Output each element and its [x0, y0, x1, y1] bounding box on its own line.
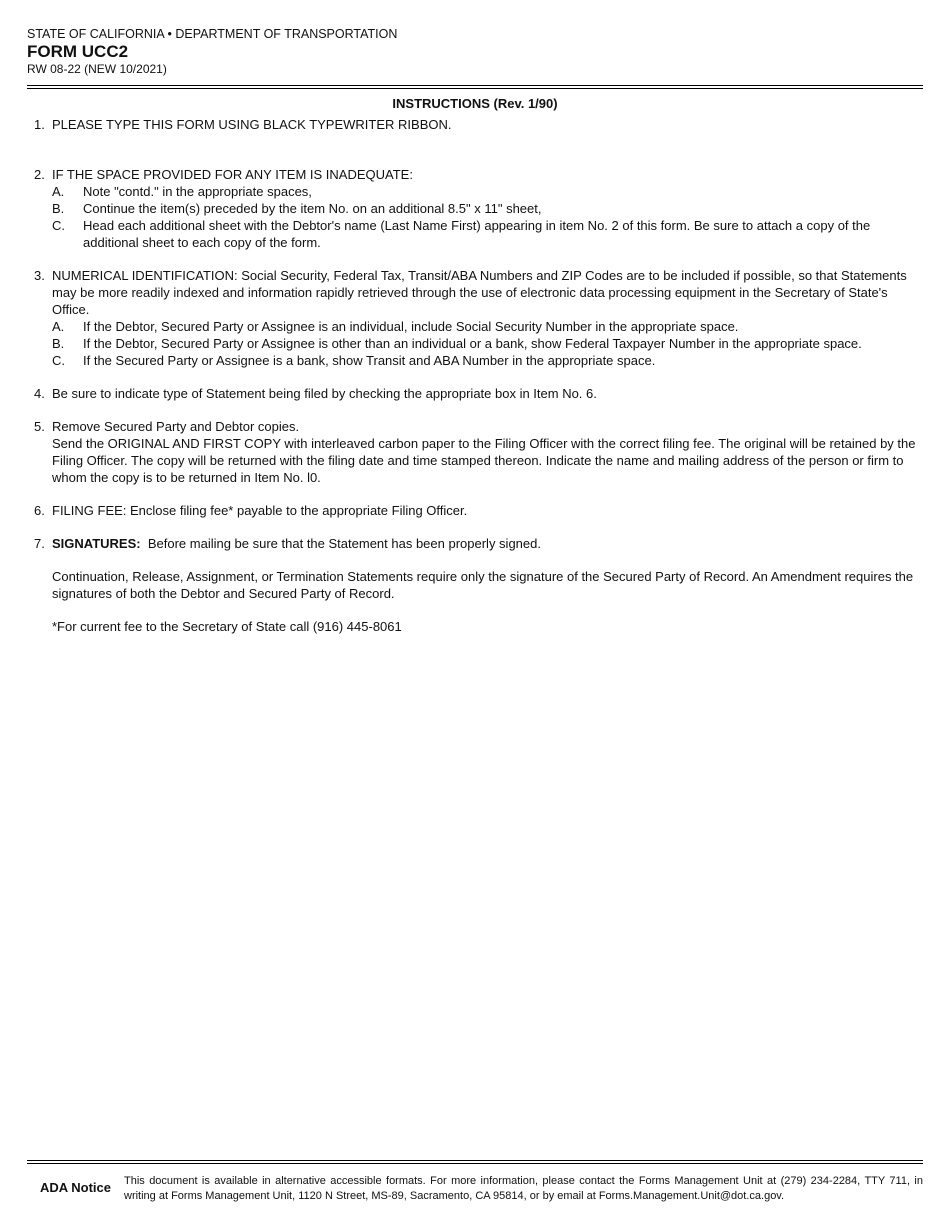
- signature-requirements: Continuation, Release, Assignment, or Termination Statements require only the signature of the Secured Party of Record. An Amendment requires the signatures of both the Debtor and Secured Party of Record.: [52, 569, 914, 601]
- ada-notice-text: This document is available in alternative accessible formats. For more information, please contact the Forms Management Unit at (279) 234-2284, TTY 711, in writing at Forms Management Unit, 1120 N Street, MS-89, Sacramento, CA 95814, or by email at Forms.Management.Unit@dot.ca.gov.: [124, 1175, 923, 1202]
- signatures-label: SIGNATURES:: [52, 536, 141, 551]
- instruction-item-6: [27, 502, 923, 519]
- item-number: 6.: [34, 503, 45, 518]
- item-text: FILING FEE: Enclose filing fee* payable to the appropriate Filing Officer.: [52, 503, 468, 518]
- item-text: Be sure to indicate type of Statement being filed by checking the appropriate box in Item No. 6.: [52, 386, 597, 401]
- item-number: 3.: [34, 268, 45, 283]
- sub-item: B. If the Debtor, Secured Party or Assignee is other than an individual or a bank, show Federal Taxpayer Number in the appropriate space.: [52, 336, 862, 351]
- instructions-body: [27, 116, 923, 635]
- fee-note: *For current fee to the Secretary of State call (916) 445-8061: [52, 619, 402, 634]
- sub-item: C. If the Secured Party or Assignee is a bank, show Transit and ABA Number in the appropriate space.: [52, 353, 656, 368]
- form-page: [27, 27, 923, 1207]
- instruction-item-1: [27, 116, 923, 133]
- ada-notice-label: ADA Notice: [39, 1180, 112, 1195]
- form-number: RW 08-22 (NEW 10/2021): [27, 62, 167, 76]
- instruction-item-2: [27, 166, 923, 251]
- header-divider: [27, 85, 923, 89]
- item-number: 2.: [34, 167, 45, 182]
- ada-footer: [27, 1160, 923, 1204]
- item-text-continued: Send the ORIGINAL AND FIRST COPY with interleaved carbon paper to the Filing Officer with the correct filing fee. The original will be retained by the Filing Officer. The copy will be returned with the filing date and time stamped thereon. Indicate the name and mailing address of the person or firm to whom the copy is to be returned in Item No. l0.: [52, 436, 916, 485]
- sub-item: C. Head each additional sheet with the Debtor's name (Last Name First) appearing in item No. 2 of this form. Be sure to attach a copy of the additional sheet to each copy of the form.: [52, 218, 871, 250]
- instruction-item-5: [27, 418, 923, 486]
- agency-line: STATE OF CALIFORNIA • DEPARTMENT OF TRANSPORTATION: [27, 27, 398, 41]
- sub-item: A. If the Debtor, Secured Party or Assignee is an individual, include Social Security Number in the appropriate space.: [52, 319, 739, 334]
- item-text: PLEASE TYPE THIS FORM USING BLACK TYPEWRITER RIBBON.: [52, 117, 452, 132]
- instruction-item-3: [27, 267, 923, 369]
- item-number: 5.: [34, 419, 45, 434]
- instruction-item-4: [27, 385, 923, 402]
- sub-item: B. Continue the item(s) preceded by the item No. on an additional 8.5" x 11" sheet,: [52, 201, 542, 216]
- instruction-item-7: [27, 535, 923, 635]
- item-text: Before mailing be sure that the Statement has been properly signed.: [147, 536, 541, 551]
- item-text: IF THE SPACE PROVIDED FOR ANY ITEM IS INADEQUATE:: [52, 167, 413, 182]
- item-text: NUMERICAL IDENTIFICATION: Social Security, Federal Tax, Transit/ABA Numbers and ZIP Codes are to be included if possible, so that Statements may be more readily indexed and information rapidly retrieved through the use of electronic data processing equipment in the Secretary of State's Office.: [52, 268, 907, 317]
- item-number: 1.: [34, 117, 45, 132]
- form-title: FORM UCC2: [27, 42, 129, 61]
- footer-divider: [27, 1160, 923, 1164]
- instructions-title: INSTRUCTIONS (Rev. 1/90): [392, 96, 558, 111]
- item-text: Remove Secured Party and Debtor copies.: [52, 419, 300, 434]
- sub-item: A. Note "contd." in the appropriate spaces,: [52, 184, 312, 199]
- item-number: 7.: [34, 536, 45, 551]
- item-number: 4.: [34, 386, 45, 401]
